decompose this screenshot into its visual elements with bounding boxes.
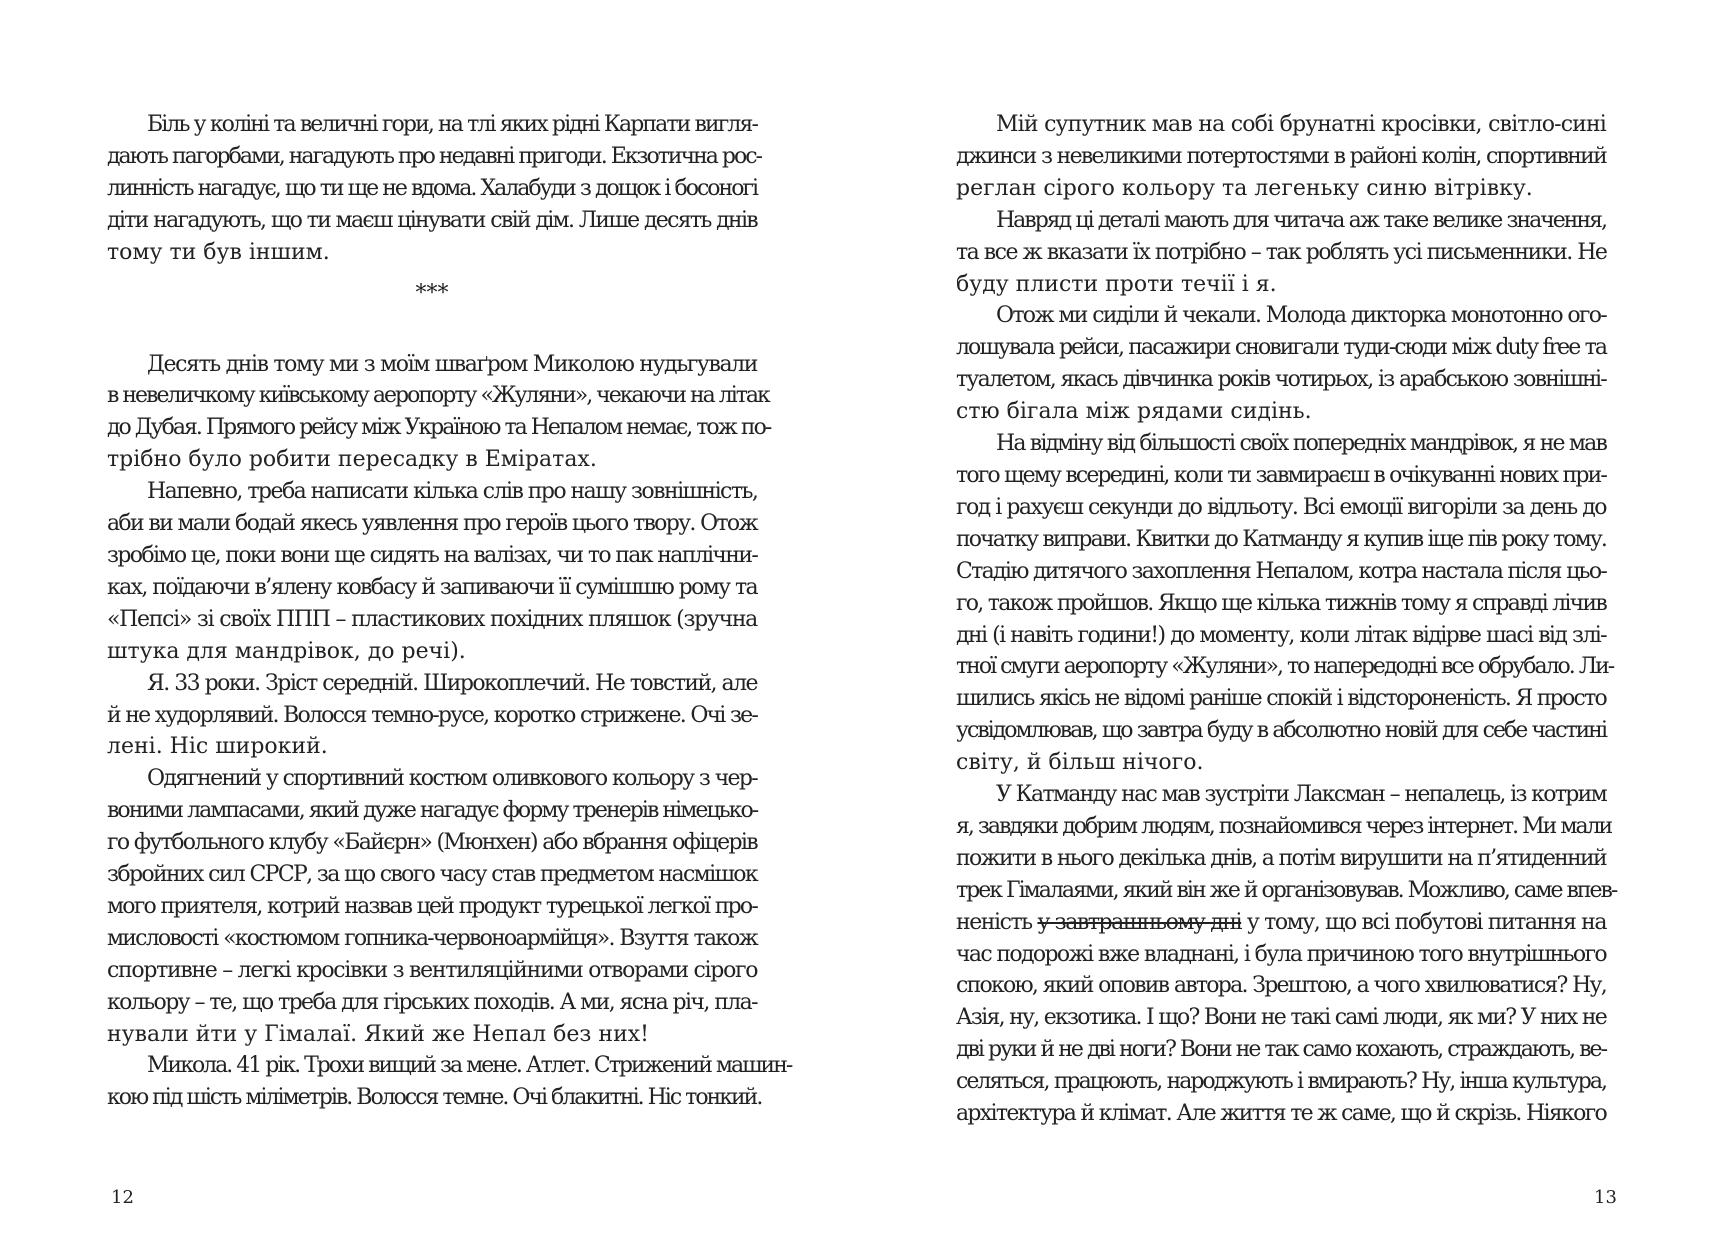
text-line: [956, 651, 1614, 683]
text-line: [107, 141, 761, 173]
text-line: [107, 1050, 792, 1082]
text-content: й не худорлявий. Волосся темно-русе, коротко стрижене. Очі зе-: [107, 702, 757, 728]
text-line: [956, 939, 1606, 971]
text-line: [956, 300, 1606, 332]
text-line: [956, 141, 1606, 173]
text-line: [956, 460, 1606, 492]
section-separator: ***: [415, 280, 449, 306]
text-content: збройних сил СРСР, за що свого часу став предметом насмішок: [107, 862, 757, 888]
text-content: нували йти у Гімалаї. Який же Непал без них!: [107, 1021, 649, 1047]
text-line: [107, 636, 757, 668]
text-content: Стадію дитячого захоплення Непалом, котра настала після цьо-: [956, 558, 1607, 584]
text-content: джинси з невеликими потертостями в районі колін, спортивний: [956, 143, 1606, 169]
text-line: [956, 269, 1606, 301]
text-line: [956, 843, 1606, 875]
text-line: [107, 859, 757, 891]
text-line: [956, 237, 1606, 269]
text-content: реглан сірого кольору та легеньку синю вітрівку.: [956, 175, 1533, 201]
text-line: [107, 540, 757, 572]
text-content: зробімо це, поки вони ще сидять на валізах, чи то пак наплічни-: [107, 542, 758, 568]
text-line: [956, 620, 1606, 652]
page-number: 12: [111, 1187, 134, 1208]
paragraph: [956, 939, 1606, 1130]
text-line: [107, 1019, 757, 1051]
text-line: [107, 827, 757, 859]
text-content: Десять днів тому ми з моїм шваґром Миколою нудьгували: [147, 351, 757, 377]
paragraph: [107, 1050, 792, 1114]
text-line: [107, 444, 757, 476]
text-content: У Катманду нас мав зустріти Лаксман – непалець, із котрим: [996, 782, 1606, 808]
page-number: 13: [1594, 1187, 1617, 1208]
text-line: [956, 173, 1606, 205]
paragraph: [956, 779, 1617, 907]
text-line: [956, 556, 1606, 588]
text-line: [956, 875, 1617, 907]
text-content: тної смуги аеропорту «Жуляни», то напередодні все обрубало. Ли-: [956, 654, 1614, 680]
text-content: час подорожі вже владнані, і була причиною того внутрішнього: [956, 941, 1606, 967]
text-line: [107, 987, 757, 1019]
text-content: світу, й більш нічого.: [956, 750, 1204, 776]
left-page-text: [107, 109, 792, 1114]
text-content: тому ти був іншим.: [107, 239, 330, 265]
paragraph: [956, 205, 1606, 301]
paragraph: [107, 763, 757, 1050]
text-line: [956, 492, 1606, 524]
text-line: [107, 955, 757, 987]
text-line: [107, 731, 757, 763]
text-line: [956, 811, 1612, 843]
text-line: [956, 747, 1606, 779]
text-content: в невеличкому київському аеропорту «Жуляни», чекаючи на літак: [107, 383, 769, 409]
text-line: [107, 412, 771, 444]
text-line: [107, 237, 757, 269]
text-line: [956, 1098, 1606, 1130]
text-line: [107, 349, 757, 381]
strikethrough-text: у завтрашньому дні: [1037, 909, 1242, 935]
text-content: Я. 33 роки. Зріст середній. Широкоплечий. Не товстий, але: [147, 670, 757, 696]
text-fragment: у тому, що всі побутові питання на: [1241, 909, 1607, 935]
text-content: го, також пройшов. Якщо ще кілька тижнів тому я справді лічив: [956, 590, 1606, 616]
paragraph: [956, 300, 1606, 428]
text-line: [107, 205, 757, 237]
text-line: [956, 588, 1606, 620]
text-content: спокою, який оповив автора. Зрештою, а чого хвилюватися? Ну,: [956, 973, 1606, 999]
text-line: [107, 476, 757, 508]
text-line: [956, 364, 1606, 396]
text-line: [107, 763, 757, 795]
text-line: [107, 923, 757, 955]
text-line: [956, 396, 1606, 428]
text-content: го футбольного клубу «Байєрн» (Мюнхен) або вбрання офіцерів: [107, 830, 758, 856]
text-line: [107, 1082, 762, 1114]
text-line: [107, 668, 757, 700]
paragraph: [107, 668, 757, 764]
text-content: усвідомлював, що завтра буду в абсолютно новій для себе частині: [956, 718, 1606, 744]
paragraph: [956, 428, 1614, 779]
text-content: мого приятеля, котрий назвав цей продукт турецької легкої про-: [107, 893, 757, 919]
text-content: лені. Ніс широкий.: [107, 734, 328, 760]
text-line: [107, 109, 757, 141]
text-content: Микола. 41 рік. Трохи вищий за мене. Атлет. Стрижений машин-: [147, 1053, 792, 1079]
text-line: [956, 715, 1606, 747]
text-line: [107, 380, 769, 412]
text-content: «Пепсі» зі своїх ППП – пластикових похідних пляшок (зручна: [107, 606, 757, 632]
text-line: [956, 332, 1606, 364]
text-fragment: неність: [956, 909, 1038, 935]
text-line: [107, 700, 757, 732]
paragraph: [956, 109, 1606, 205]
text-content: я, завдяки добрим людям, познайомився через інтернет. Ми мали: [956, 813, 1612, 839]
text-content: аби ви мали бодай якесь уявлення про героїв цього твору. Отож: [107, 511, 757, 537]
text-content: штука для мандрівок, до речі).: [107, 638, 466, 664]
text-line: [956, 1002, 1606, 1034]
text-content: буду плисти проти течії і я.: [956, 271, 1277, 297]
text-content: линність нагадує, що ти ще не вдома. Халабуди з дощок і босоногі: [107, 175, 757, 201]
text-line: [956, 428, 1606, 460]
text-line: [107, 572, 757, 604]
text-line: [956, 109, 1606, 141]
text-content: Отож ми сиділи й чекали. Молода дикторка монотонно ого-: [996, 303, 1606, 329]
text-line: [956, 205, 1606, 237]
text-line: [956, 1034, 1606, 1066]
text-line: [956, 683, 1606, 715]
text-content: селяться, працюють, народжують і вмирають? Ну, інша культура,: [956, 1069, 1606, 1095]
paragraph: [107, 109, 761, 269]
text-content: год і рахуєш секунди до відльоту. Всі емоції вигоріли за день до: [956, 494, 1606, 520]
right-page: [857, 0, 1713, 1258]
text-content: спортивне – легкі кросівки з вентиляційними отворами сірого: [107, 957, 758, 983]
text-content: ках, поїдаючи в’ялену ковбасу й запиваючи її сумішшю рому та: [107, 574, 757, 600]
text-content: трек Гімалаями, який він же й організовував. Можливо, саме впев-: [956, 877, 1617, 903]
text-content: пожити в нього декілька днів, а потім вирушити на п’ятиденний: [956, 845, 1606, 871]
text-content: Мій супутник мав на собі брунатні кросівки, світло-сині: [996, 112, 1606, 137]
text-content: кольору – те, що треба для гірських походів. А ми, ясна річ, пла-: [107, 989, 757, 1015]
paragraph: [107, 476, 757, 667]
text-content: діти нагадують, що ти маєш цінувати свій дім. Лише десять днів: [107, 207, 757, 233]
text-content: кою під шість міліметрів. Волосся темне. Очі блакитні. Ніс тонкий.: [107, 1085, 762, 1111]
text-content: та все ж вказати їх потрібно – так роблять усі письменники. Не: [956, 239, 1607, 265]
text-content: до Дубая. Прямого рейсу між Україною та Непалом немає, тож по-: [107, 415, 771, 441]
text-content: Біль у коліні та величні гори, на тлі яких рідні Карпати вигля-: [147, 112, 757, 137]
text-line: [107, 795, 757, 827]
text-line: [956, 1066, 1606, 1098]
text-line: [107, 508, 757, 540]
text-line: [107, 891, 757, 923]
text-content: воними лампасами, який дуже нагадує форму тренерів німецько-: [107, 798, 758, 824]
text-content: Напевно, треба написати кілька слів про нашу зовнішність,: [147, 479, 758, 505]
text-content: Одягнений у спортивний костюм оливкового кольору з чер-: [147, 766, 757, 792]
left-page: [0, 0, 856, 1258]
text-content: архітектура й клімат. Але життя те ж саме, що й скрізь. Ніякого: [956, 1101, 1606, 1127]
text-line: [956, 970, 1606, 1002]
text-content: дні (і навіть години!) до моменту, коли літак відірве шасі від злі-: [956, 622, 1606, 648]
text-content: мисловості «костюмом гопника-червоноармійця». Взуття також: [107, 925, 757, 951]
text-line-with-strikethrough: [956, 907, 1606, 939]
text-content: лошувала рейси, пасажири сновигали туди-сюди між duty free та: [956, 335, 1606, 361]
text-content: На відміну від більшості своїх попередніх мандрівок, я не мав: [996, 431, 1606, 457]
text-content: Навряд ці деталі мають для читача аж таке велике значення,: [996, 207, 1606, 233]
right-page-text: [956, 109, 1617, 1130]
text-line: [107, 604, 757, 636]
text-line: [956, 524, 1606, 556]
text-content: дві руки й не дві ноги? Вони не так само кохають, страждають, ве-: [956, 1037, 1606, 1063]
text-content: трібно було робити пересадку в Еміратах.: [107, 447, 597, 473]
text-content: того щему всередині, коли ти завмираєш в очікуванні нових при-: [956, 462, 1606, 488]
text-content: стю бігала між рядами сидінь.: [956, 399, 1312, 425]
text-line: [956, 779, 1606, 811]
text-content: початку виправи. Квитки до Катманду я купив іще пів року тому.: [956, 526, 1606, 552]
text-content: шились якісь не відомі раніше спокій і відстороненість. Я просто: [956, 686, 1606, 712]
text-content: туалетом, якась дівчинка років чотирьох, із арабською зовнішні-: [956, 367, 1606, 393]
text-content: Азія, ну, екзотика. І що? Вони не такі самі люди, як ми? У них не: [956, 1005, 1606, 1031]
text-line: [107, 173, 757, 205]
paragraph: [107, 349, 771, 477]
text-content: дають пагорбами, нагадують про недавні пригоди. Екзотична рос-: [107, 143, 761, 169]
